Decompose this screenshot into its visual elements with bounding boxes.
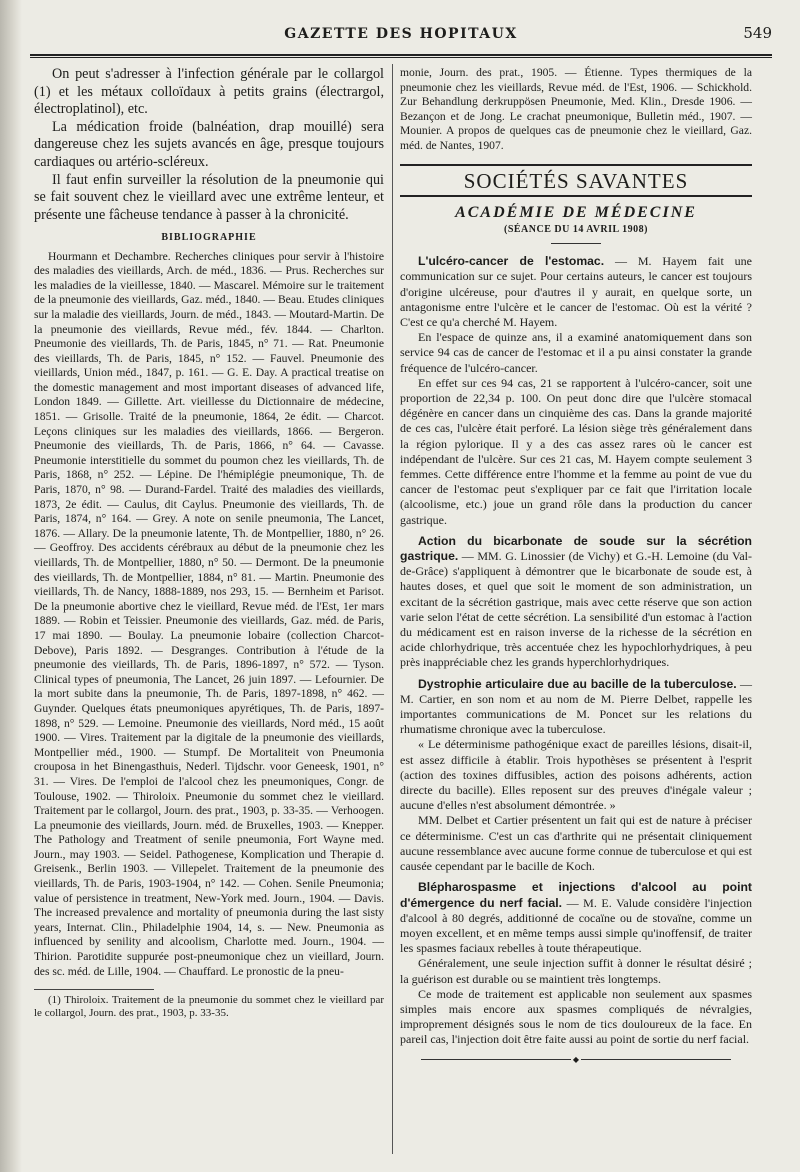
bibliography-heading: BIBLIOGRAPHIE [161,232,257,244]
article-heading: L'ulcéro-cancer de l'estomac. [418,254,605,269]
article-ulcero-cancer [400,254,752,330]
article-blepharospasme [400,880,752,956]
intro-paragraph: On peut s'adresser à l'infection générale par le collargol (1) et les métaux colloïdaux à petits grains (électrargol, électroplatinol), etc. [34,66,384,118]
article-text: — M. E. Valude considère l'injection d'alcool à 80 degrés, additionné de cocaïne ou de stovaïne, comme un moyen excellent, et en même temps aussi simple qu'inoffensif, de traiter les spasmes faciaux rebelles à toute thérapeutique. [400,895,753,956]
footnote: (1) Thiroloix. Traitement de la pneumonie du sommet chez le vieillard par le collargol, Journ. des prat., 1903, p. 33-35. [34,994,384,1020]
running-header [30,20,772,46]
article-paragraph: Généralement, une seule injection suffit à donner le résultat désiré ; la guérison est durable ou se maintient très longtemps. [400,956,752,986]
article-paragraph: En effet sur ces 94 cas, 21 se rapportent à l'ulcéro-cancer, soit une proportion de 22,34 p. 100. On peut donc dire que l'ulcère stomacal dégénère en cancer dans un cinquième des cas. Dans la grande majorité de ces cas, l'ulcère était perforé. La lésion siège très généralement dans la région pylorique. Il y a des cas assez rares où le cancer est indépendant de l'ulcère. Sur ces 21 cas, M. Hayem compte seulement 3 femmes. Cette différence entre l'homme et la femme au point de vue du cancer de l'estomac peut s'expliquer par ce fait que l'irritation locale (alcoolisme, etc.) joue un grand rôle dans la production du cancer gastrique. [400,375,752,527]
article-bicarbonate [400,534,752,671]
session-date: (SÉANCE DU 14 AVRIL 1908) [503,223,648,235]
column-separator [392,64,393,1154]
article-dystrophie [400,677,752,738]
article-heading: Action du bicarbonate de soude sur la sécrétion gastrique. [400,533,752,564]
header-rule [30,54,772,58]
article-heading: Dystrophie articulaire due au bacille de la tuberculose. [418,676,737,691]
bibliography-text: Hourmann et Dechambre. Recherches cliniques pour servir à l'histoire des maladies des vieillards, Arch. de méd., 1836. — Prus. Recherches sur les maladies de la vieillesse, 1840. — Mascarel. Mémoire sur le traitement de la pneumonie des vieillards, Gaz. méd., 1840. — Beau. Etudes cliniques sur la maladie des vieillards, Journ. de méd., 1843. — Moutard-Martin. De la pneumonie des vieillards, Revue méd., fév. 1844. — Charlton. Pneumonie des vieillards, Th. de Paris, 1845, n° 71. — Rat. Pneumonie des vieillards, Th. de Paris, 1845, n° 152. — Fauvel. Pneumonie des vieillards, Union méd., 1847, p. 161. — G. E. Day. A practical treatise on the domestic management and most important diseases of advanced life, London 1849. — Gillette. Art. vieillesse du Dictionnaire de médecine, 1851. — Grisolle. Traité de la pneumonie, 1864, 2e édit. — Charcot. Leçons cliniques sur les maladies des vieillards, 1866. — Bergeron. Pneumonie des vieillards, Th. de Paris, 1866, n° 64. — Cavasse. Pneumonie interstitielle du sommet du poumon chez les vieillards, Th. de Paris, 1868, n° 252. — Lépine. De l'hémiplégie pneumonique, Th. de Paris, 1870, n° 98. — Durand-Fardel. Traité des maladies des vieillards, 1873, 2e édit. — Caulus, dit Caylus. Pneumonie des vieillards, Th. de Paris, 1874, n° 164. — Grey. A note on senile pneumonia, The Lancet, 1876. — Allary. De la pneumonie latente, Th. de Montpellier, 1880, n° 26. — Geoffroy. Des accidents cérébraux au début de la pneumonie chez les vieillards, Th. de Montpellier, 1880, n° 50. — Dermont. De la pneumonie des vieillards, Th. de Montpellier, 1884, n° 81. — Martin. Pneumonie des vieillards, Th. de Nancy, 1888-1889, nos 293, 15. — Bernheim et Parisot. De la pneumonie abortive chez le vieillard, Revue méd. de l'Est, 1er mars 1889. — Robin et Teissier. Pneumonie des vieillards, Gaz. méd. de Paris, 17 mai 1890. — Boulay. La pneumonie lobaire (collection Charcot-Debove), Paris 1892. — Desgranges. Contribution à l'étude de la pneumonie des vieillards, Th. de Paris, 1896-1897, n° 572. — Tyson. Clinical types of pneumonia, The Lancet, 26 juin 1897. — Lefournier. De la mort subite dans la pneumonie, Th. de Paris, 1897-1898, n° 462. — Guynder. Quelques états pneumoniques apyrétiques, Th. de Paris, 1897-1898, n° 529. — Lemoine. Pneumonie des vieillards, Nord méd., 15 août 1900. — Vires. Traitement par la digitale de la pneumonie des vieillards, Montpellier méd., 1900. — Stumpf. De Mortaliteit von Pneumonia crouposa in het Binengasthuis, Nederl. Tijdschr. voor Geneesk, 1901, n° 31. — Vires. De l'emploi de l'alcool chez les pneumoniques, Congr. de Toulouse, 1902. — Thiroloix. Pneumonie du sommet chez le vieillard. Traitement par le collargol, Journ. des prat., 1903, p. 33-35. — Verhoogen. La pneumonie des vieillards, Journ. méd. de Bruxelles, 1903. — Knepper. The Pathology and Treatment of senile pneumonia, Fort Wayne med. Journ., may 1903. — Seidel. Pathogenese, Komplication und Therapie d. Greisenk., Berlin 1903. — Villepelet. Traitement de la pneumonie des vieillards, Th. de Paris, 1903-1904, n° 142. — Cohen. Senile Pneumonia; value of persistence in treatment, New-York med. Journ., 1904. — Davis. The increased prevalence and mortality of pneumonia during the last sisty years, Internat. Clin., Philadelphie 1904, 14, s. — New. Pneumonia as influenced by senility and alcoolism, Charlotte med. Journ., 1904. — Thirion. Parotidite suppurée post-pneumonique chez un vieillard, Journ. des sc. méd. de Lille, 1904. — Chauffard. Le pronostic de la pneu- [34,249,384,978]
article-paragraph: MM. Delbet et Cartier présentent un fait qui est de nature à préciser ce déterminisme. C'est un cas d'arthrite qui ne présentait cliniquement aucune ressemblance avec aucune forme connue de tuberculose et qui est causée cependant par le bacille de Koch. [400,813,752,874]
footnote-rule [34,989,154,990]
intro-paragraph: La médication froide (balnéation, drap mouillé) sera dangereuse chez les sujets avancés en âge, presque toujours cardiaques ou artério-scléreux. [34,118,384,170]
article-text: — M. Hayem fait une communication sur ce sujet. Pour certains auteurs, le cancer est toujours d'origine ulcéreuse, pour d'autres il y aurait, en quelque sorte, un antagonisme entre l'ulcère et le cancer de l'estomac. Où est la vérité ? C'est ce qu'a cherché M. Hayem. [400,254,753,329]
journal-title: GAZETTE DES HOPITAUX [284,26,518,42]
page-number: 549 [743,24,772,42]
academy-title: ACADÉMIE DE MÉDECINE [455,203,697,221]
intro-paragraph: Il faut enfin surveiller la résolution de la pneumonie qui se fait souvent chez le vieillard avec une extrême lenteur, et présente une fâcheuse tendance à passer à la chronicité. [34,171,384,223]
bibliography-continuation: monie, Journ. des prat., 1905. — Étienne. Types thermiques de la pneumonie chez les vieillards, Revue méd. de l'Est, 1906. — Schickhold. Zur Behandlung derkruppösen Pneumonie, Med. Klin., Dresde 1906. — Bezançon et de Jong. Le crachat pneumonique, Bulletin méd., 1907. — Mounier. A propos de quelques cas de pneumonie chez le vieillard, Gaz. méd. de Nantes, 1907. [400,66,752,152]
section-banner [400,164,752,197]
article-text: — MM. G. Linossier (de Vichy) et G.-H. Lemoine (du Val-de-Grâce) s'appliquent à démontrer que le bicarbonate de soude est, à hautes doses, et quel que soit le moment de son administration, un excitant de la sécrétion gastrique, mais avec cette réserve que son action varie selon l'état de cette sécrétion. La sensibilité d'un estomac à l'action du médicament est en raison inverse de la richesse de la sécrétion en acide chlorhydrique, très accentuée chez les hypochlorhydriques, à peu près inappréciable chez les grands hyperchlorhydriques. [400,549,752,670]
short-rule [551,243,601,244]
article-paragraph: En l'espace de quinze ans, il a examiné anatomiquement dans son service 94 cas de cancer de l'estomac et il a pu ainsi constater la grande fréquence de l'ulcéro-cancer. [400,330,752,375]
article-paragraph: « Le déterminisme pathogénique exact de pareilles lésions, disait-il, est assez difficile à établir. Trois hypothèses se présentent à l'esprit (action des toxines diffusibles, action des poisons adhérents, action directe du bacille). Elles reposent sur des preuves d'inégale valeur ; aucune d'elles n'est absolument démontrée. » [400,737,752,813]
article-heading: Blépharospasme et injections d'alcool au point d'émergence du nerf facial. [400,880,752,910]
end-ornament: ◆ [400,1052,752,1067]
right-column [400,66,752,1067]
page-binding-edge [0,0,22,1172]
section-title: SOCIÉTÉS SAVANTES [463,168,689,193]
article-text: — M. Cartier, en son nom et au nom de M. Pierre Delbet, rappelle les importantes communications de M. Poncet sur les relations du rhumatisme chronique avec la tuberculose. [400,676,752,737]
left-column [34,66,384,1020]
article-paragraph: Ce mode de traitement est applicable non seulement aux spasmes simples mais encore aux spasmes compliqués de névralgies, improprement désignés sous le nom de tics douloureux de la face. En pareil cas, l'injection doit être faite aussi au point de sortie du nerf facial. [400,986,752,1047]
